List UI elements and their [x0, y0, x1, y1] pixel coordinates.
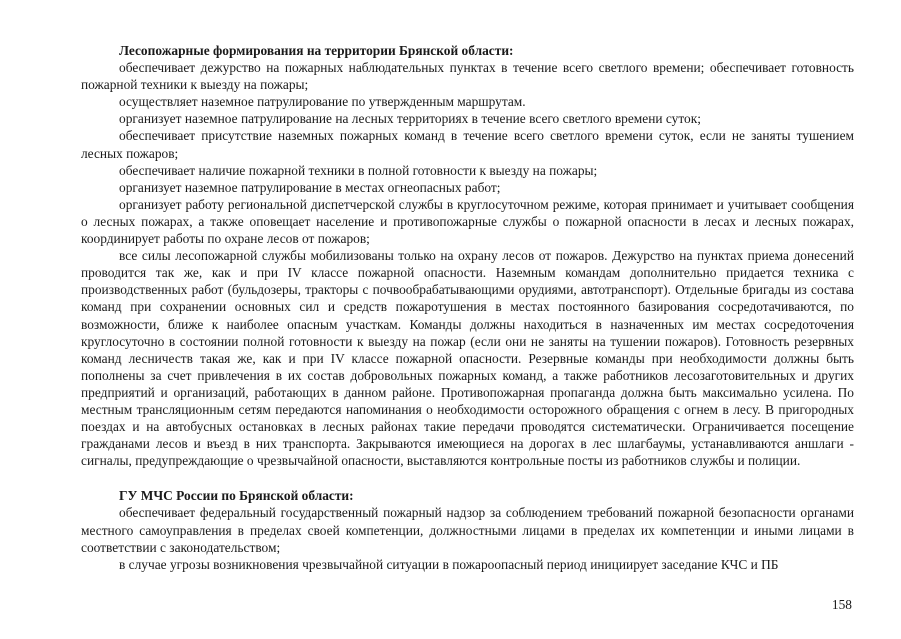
paragraph: обеспечивает наличие пожарной техники в полной готовности к выезду на пожары; [119, 162, 598, 178]
paragraph: организует наземное патрулирование в местах огнеопасных работ; [119, 179, 501, 195]
paragraph: в случае угрозы возникновения чрезвычайной ситуации в пожароопасный период инициирует заседание КЧС и ПБ [119, 556, 779, 572]
paragraph: организует наземное патрулирование на лесных территориях в течение всего светлого времени суток; [119, 111, 701, 127]
paragraph: обеспечивает присутствие наземных пожарных команд в течение всего светлого времени суток, если не заняты тушением лесных пожаров; [81, 128, 854, 161]
paragraph: организует работу региональной диспетчерской службы в круглосуточном режиме, которая принимает и учитывает сообщения о лесных пожарах, а также оповещает население и противопожарные службы о пожарной опасности в лесах и лесных пожарах, координирует работы по охране лесов от пожаров; [81, 196, 854, 247]
section-spacer [81, 469, 854, 487]
section-heading-emergency-ministry: ГУ МЧС России по Брянской области: [119, 488, 354, 504]
paragraph: все силы лесопожарной службы мобилизованы только на охрану лесов от пожаров. Дежурство на пунктах приема донесений проводится так же, как и при IV классе пожарной опасности. Наземным командам дополнительно придается техника с производственных работ (бульдозеры, тракторы с почвообрабатывающими орудиями, автотранспорт). Отдельные бригады из состава команд при сохранении основных сил и средств пожаротушения в местах постоянного базирования сосредотачиваются, по возможности, ближе к наиболее опасным участкам. Команды должны находиться в назначенных им местах сосредоточения круглосуточно в состоянии полной готовности к выезду на пожар (если они не заняты на тушении пожаров). Готовность резервных команд лесничеств такая же, как и при IV классе пожарной опасности. Резервные команды при необходимости должны быть пополнены за счет привлечения в их состав добровольных пожарных команд, а также работников лесозаготовительных и других предприятий и организаций, работающих в данном районе. Противопожарная пропаганда должна быть максимально усилена. По местным трансляционным сетям передаются напоминания о необходимости осторожного обращения с огнем в лесу. В пригородных поездах и на автобусных остановках в лесных районах такие передачи проводятся систематически. Ограничивается посещение гражданами лесов и въезд в них транспорта. Закрываются имеющиеся на дорогах в лес шлагбаумы, устанавливаются аншлаги - сигналы, предупреждающие о чрезвычайной опасности, выставляются контрольные посты из работников службы и полиции. [81, 248, 854, 469]
paragraph: обеспечивает дежурство на пожарных наблюдательных пунктах в течение всего светлого времени; обеспечивает готовность пожарной техники к выезду на пожары; [81, 60, 854, 93]
section-heading-forest-fire-units: Лесопожарные формирования на территории Брянской области: [119, 43, 514, 58]
paragraph: осуществляет наземное патрулирование по утвержденным маршрутам. [119, 94, 526, 110]
page-number: 158 [831, 597, 852, 612]
document-page [81, 42, 854, 573]
paragraph: обеспечивает федеральный государственный пожарный надзор за соблюдением требований пожарной безопасности органами местного самоуправления в пределах своей компетенции, должностными лицами в пределах их компетенции и иными лицами в соответствии с законодательством; [81, 505, 854, 555]
